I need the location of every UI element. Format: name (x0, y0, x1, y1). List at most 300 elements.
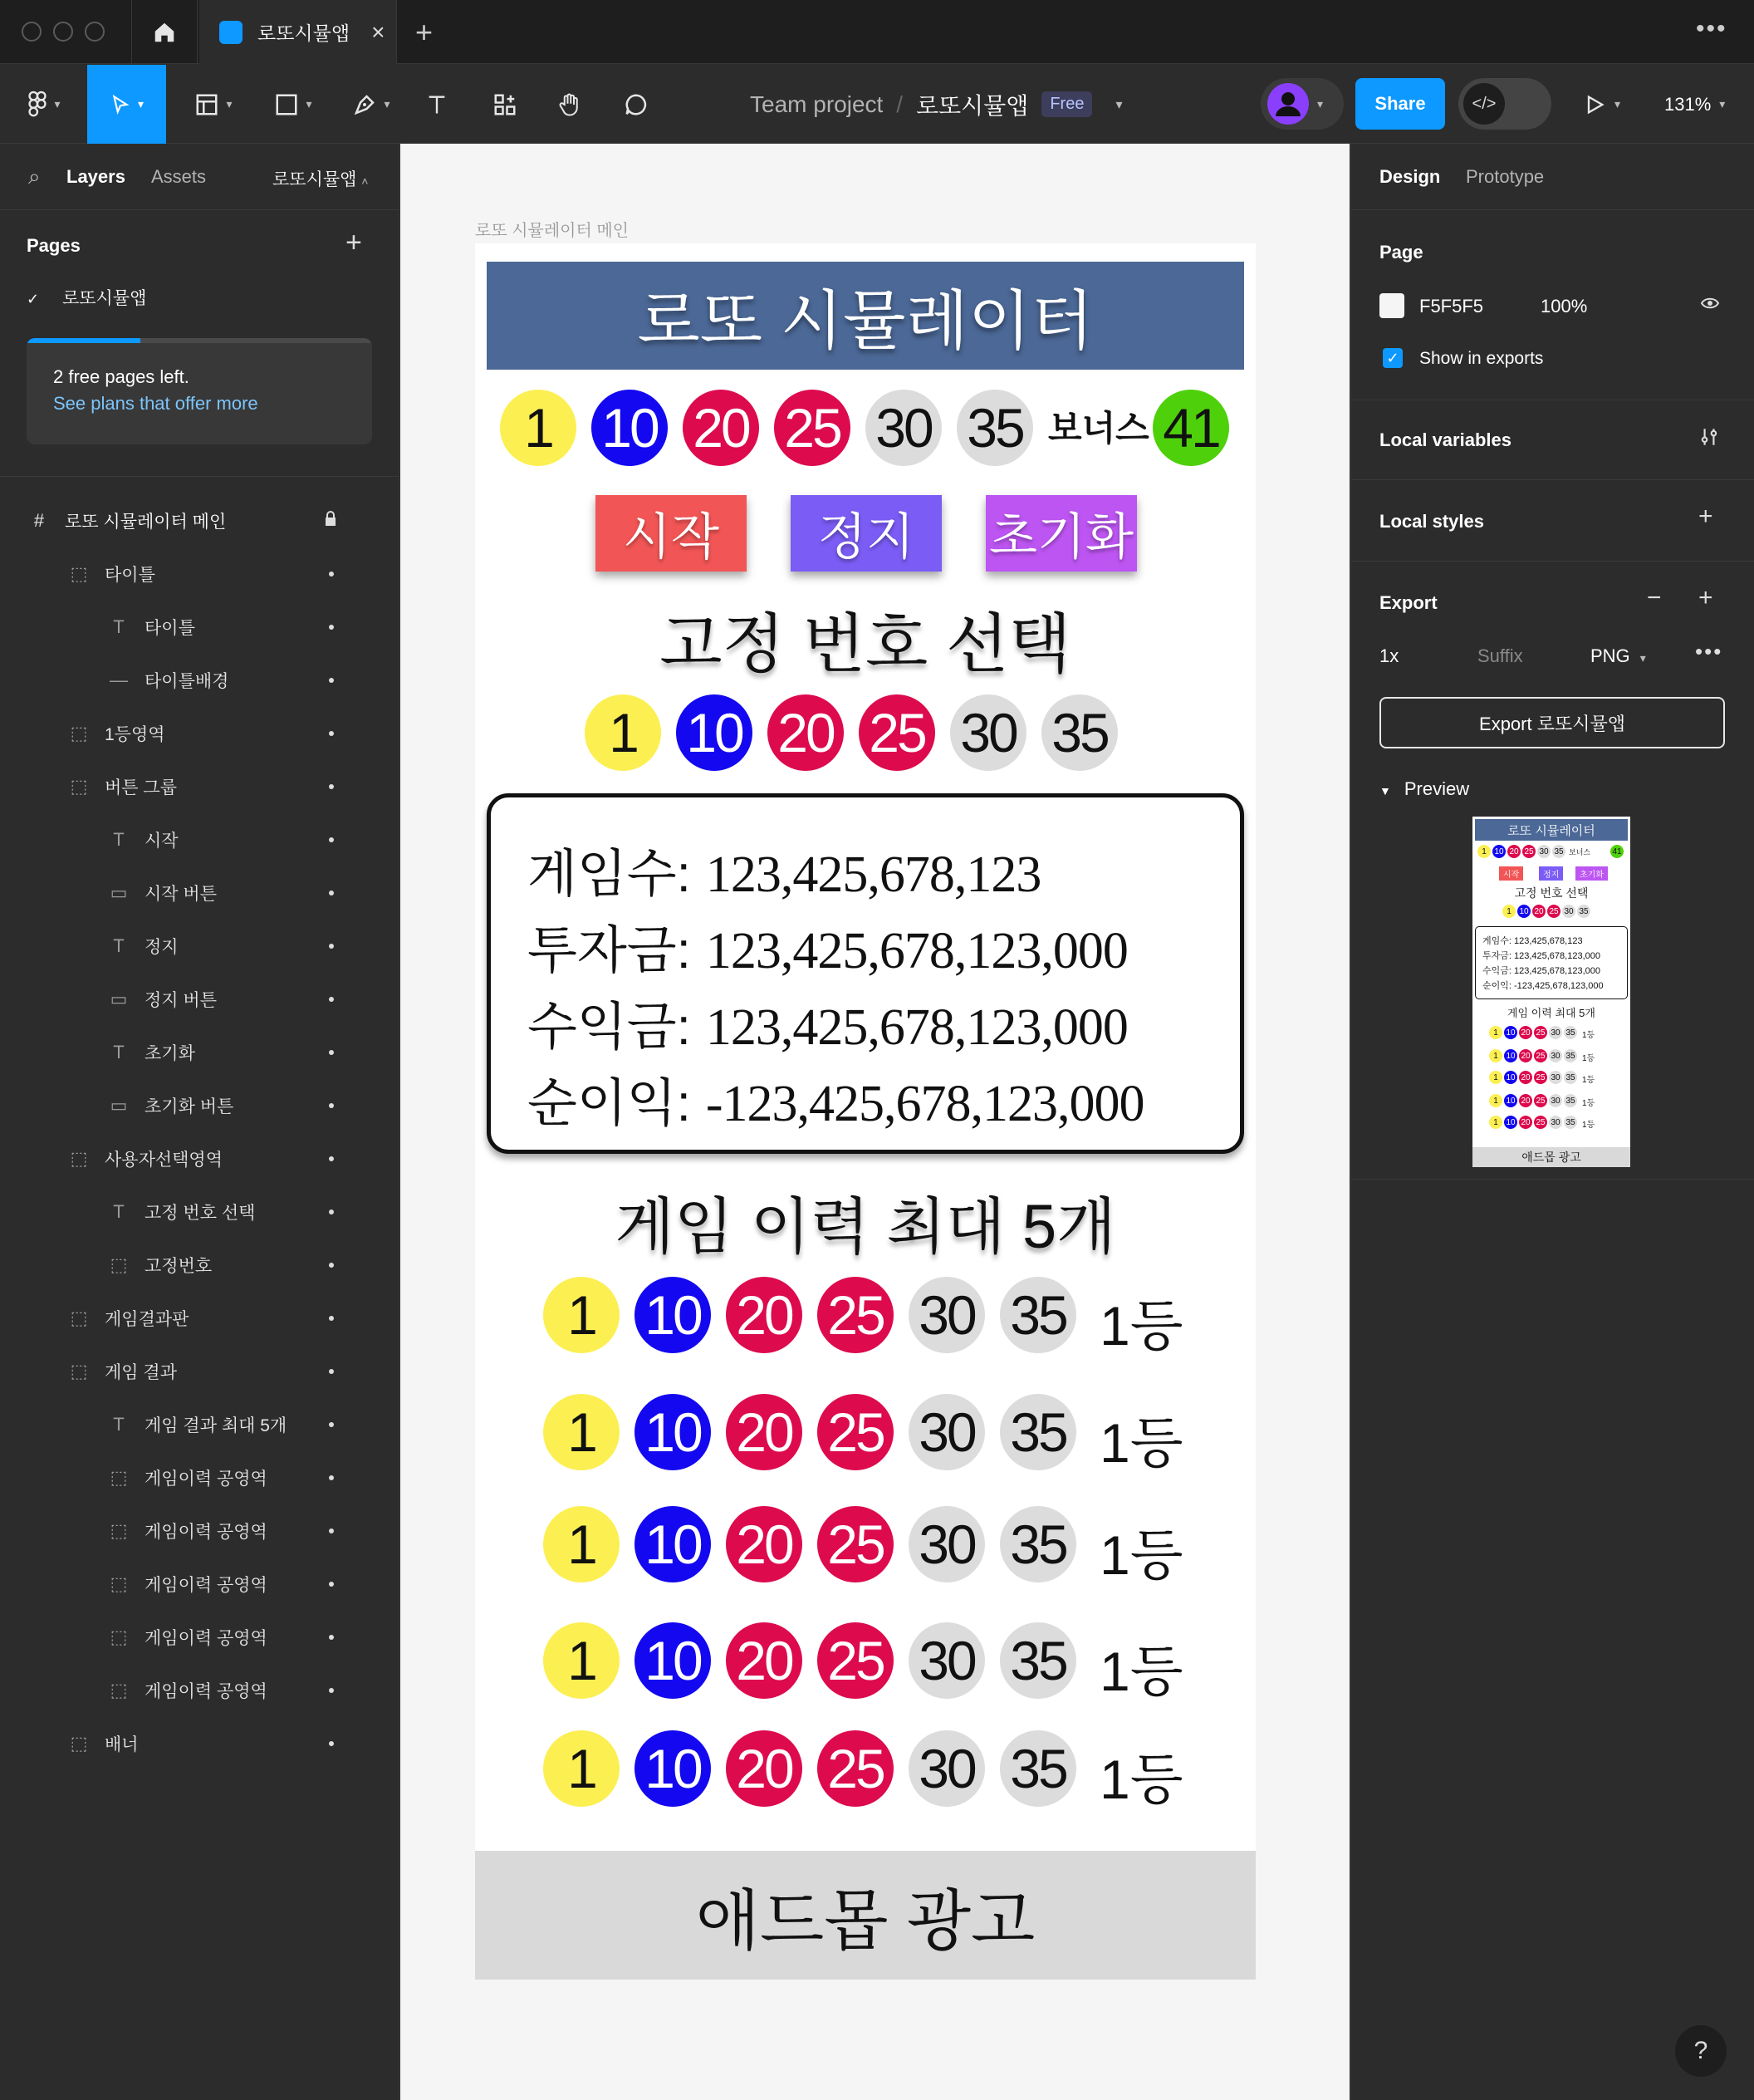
layer-name: 시작 버튼 (145, 885, 217, 904)
layer-name: 사용자선택영역 (105, 1151, 223, 1170)
chevron-down-icon: ▾ (1639, 651, 1646, 665)
lotto-ball: 30 (1537, 845, 1551, 858)
lotto-ball: 10 (1492, 845, 1506, 858)
visibility-dot-icon[interactable] (329, 1316, 334, 1321)
canvas[interactable] (400, 144, 1350, 2100)
rank-label: 1등 (1100, 1412, 1183, 1474)
group-layer-icon: ⬚ (70, 776, 88, 797)
layer-row[interactable] (0, 1292, 399, 1345)
page-color-hex[interactable]: F5F5F5 (1419, 296, 1484, 316)
page-item-current[interactable] (27, 285, 146, 310)
lotto-ball: 25 (1547, 905, 1560, 918)
file-tab-title: 로또시뮬앱 (257, 22, 350, 44)
local-variables-title[interactable]: Local variables (1379, 429, 1511, 450)
minus-icon[interactable]: − (1647, 584, 1662, 611)
layer-row[interactable] (0, 1345, 399, 1398)
page-color-swatch[interactable] (1379, 293, 1404, 318)
layer-row[interactable] (0, 920, 399, 973)
preview-ad: 애드몹 광고 (1472, 1147, 1630, 1167)
lotto-ball: 30 (909, 1277, 985, 1353)
bonus-label: 보너스 (1048, 409, 1149, 448)
plan-badge: Free (1041, 91, 1092, 117)
lotto-ball: 35 (957, 390, 1033, 466)
lotto-ball: 1 (1502, 905, 1516, 918)
export-options-icon[interactable]: ••• (1695, 639, 1723, 664)
layer-row[interactable] (0, 1451, 399, 1504)
layer-row[interactable] (0, 1079, 399, 1132)
layer-row[interactable] (0, 1717, 399, 1770)
layer-row[interactable] (0, 866, 399, 920)
preview-stat: 게임수: 123,425,678,123 (1482, 936, 1583, 946)
preview-rank: 1등 (1582, 1121, 1595, 1130)
divider (1351, 1179, 1754, 1180)
search-icon[interactable]: ⌕ (28, 164, 41, 189)
text-layer-icon: T (113, 935, 125, 956)
lotto-ball: 35 (1564, 1071, 1577, 1084)
stat-value: 123,425,678,123 (705, 846, 1041, 903)
lotto-ball: 20 (1519, 1071, 1532, 1084)
layer-row[interactable] (0, 1185, 399, 1239)
group-layer-icon: ⬚ (70, 723, 88, 743)
visibility-dot-icon[interactable] (329, 1209, 334, 1214)
stop-button[interactable]: 정지 (791, 495, 942, 572)
lotto-ball: 20 (726, 1622, 802, 1699)
results-board (487, 793, 1244, 1154)
group-layer-icon: ⬚ (110, 1573, 128, 1594)
group-layer-icon: ⬚ (110, 1627, 128, 1647)
lotto-ball: 1 (1489, 1026, 1502, 1039)
layer-name: 1등영역 (105, 725, 165, 744)
breadcrumb (750, 65, 1122, 144)
text-layer-icon: T (113, 1201, 125, 1222)
lotto-ball: 20 (726, 1277, 802, 1353)
hand-icon (557, 91, 582, 118)
tab-design[interactable]: Design (1379, 166, 1441, 187)
free-pages-progress-fill (27, 338, 140, 343)
layer-row[interactable] (0, 1611, 399, 1664)
layer-row[interactable] (0, 654, 399, 707)
page-selector-label: 로또시뮬앱 (272, 170, 357, 189)
lotto-ball: 20 (1519, 1094, 1532, 1107)
main-menu-button[interactable] (15, 65, 73, 144)
layer-name: 초기화 버튼 (145, 1097, 234, 1116)
visibility-dot-icon[interactable] (329, 1369, 334, 1374)
left-panel-tabs (0, 144, 399, 210)
visibility-dot-icon[interactable] (329, 1263, 334, 1268)
lotto-ball: 35 (1000, 1730, 1076, 1807)
preview-stat: 수익금: 123,425,678,123,000 (1482, 966, 1600, 976)
visibility-dot-icon[interactable] (329, 1688, 334, 1693)
visibility-dot-icon[interactable] (329, 997, 334, 1002)
lotto-ball: 35 (1564, 1116, 1577, 1129)
text-layer-icon: T (113, 829, 125, 850)
divider (1351, 479, 1754, 480)
rect-layer-icon: ▭ (110, 989, 128, 1009)
preview-fixed-title: 고정 번호 선택 (1514, 886, 1589, 900)
home-icon (152, 20, 177, 45)
lotto-ball: 35 (1552, 845, 1565, 858)
group-layer-icon: ⬚ (110, 1254, 128, 1275)
add-page-button[interactable]: + (345, 227, 362, 258)
group-layer-icon: ⬚ (110, 1467, 128, 1488)
window-titlebar (0, 0, 1754, 64)
lotto-ball: 20 (1507, 845, 1521, 858)
preview-reset: 초기화 (1575, 866, 1608, 881)
start-button[interactable]: 시작 (595, 495, 747, 572)
lotto-ball: 1 (543, 1394, 620, 1470)
layer-row[interactable] (0, 1504, 399, 1558)
preview-stat: 순이익: -123,425,678,123,000 (1482, 981, 1604, 991)
chevron-down-icon: ▾ (1719, 97, 1726, 110)
visibility-dot-icon[interactable] (329, 678, 334, 683)
rank-label: 1등 (1100, 1641, 1183, 1702)
lotto-ball: 20 (726, 1730, 802, 1807)
lotto-ball: 25 (817, 1277, 894, 1353)
lotto-ball: 30 (909, 1730, 985, 1807)
visibility-dot-icon[interactable] (329, 572, 334, 577)
stat-investment (527, 909, 1128, 983)
visibility-dot-icon[interactable] (329, 837, 334, 842)
lotto-ball: 30 (909, 1394, 985, 1470)
divider (1351, 561, 1754, 562)
stat-net-profit (527, 1062, 1144, 1136)
lotto-ball: 25 (817, 1506, 894, 1582)
layer-name: 게임 결과 최대 5개 (145, 1416, 287, 1435)
lotto-ball: 10 (634, 1394, 711, 1470)
visibility-dot-icon[interactable] (329, 1050, 334, 1055)
chevron-down-icon: ▾ (1317, 96, 1324, 110)
chevron-down-icon: ▾ (1614, 97, 1621, 110)
rank-label: 1등 (1100, 1295, 1183, 1357)
lotto-ball: 25 (774, 390, 850, 466)
main-toolbar (0, 65, 1754, 144)
lotto-ball: 35 (1564, 1094, 1577, 1107)
lotto-ball: 1 (1477, 845, 1491, 858)
preview-start: 시작 (1499, 866, 1523, 881)
lotto-ball: 1 (543, 1506, 620, 1582)
breadcrumb-file[interactable]: 로또시뮬앱 (916, 92, 1029, 119)
lotto-ball: 1 (1489, 1049, 1502, 1062)
text-layer-icon: T (113, 616, 125, 637)
lotto-ball: 20 (767, 694, 844, 771)
lotto-ball: 30 (1562, 905, 1575, 918)
lotto-ball: 30 (1549, 1071, 1562, 1084)
minimize-window-button[interactable] (53, 22, 73, 42)
lotto-ball: 1 (585, 694, 661, 771)
shape-tool-button[interactable] (264, 65, 322, 144)
page-selector[interactable] (272, 166, 368, 191)
layer-row[interactable] (0, 494, 399, 547)
more-options-icon[interactable]: ••• (1696, 15, 1727, 42)
dev-mode-toggle[interactable] (1458, 78, 1551, 130)
stat-value: 123,425,678,123,000 (705, 999, 1128, 1056)
breadcrumb-separator: / (896, 91, 904, 117)
lotto-ball: 10 (1517, 905, 1531, 918)
layer-name: 배너 (105, 1735, 139, 1754)
text-tool-button[interactable] (420, 65, 453, 144)
share-button[interactable]: Share (1355, 78, 1445, 130)
fixed-numbers-title: 고정 번호 선택 (659, 607, 1071, 680)
layer-name: 게임이력 공영역 (145, 1523, 267, 1542)
comment-tool-button[interactable] (620, 65, 653, 144)
chevron-down-icon: ▾ (54, 97, 61, 110)
file-tab[interactable] (199, 0, 397, 64)
lotto-ball: 25 (1534, 1116, 1547, 1129)
user-icon (1267, 83, 1309, 125)
preview-rank: 1등 (1582, 1099, 1595, 1108)
lotto-ball: 25 (1534, 1026, 1547, 1039)
lotto-ball: 25 (859, 694, 935, 771)
group-layer-icon: ⬚ (70, 563, 88, 584)
layer-row[interactable] (0, 1558, 399, 1611)
move-tool-button[interactable] (87, 65, 166, 144)
lotto-ball: 1 (1489, 1094, 1502, 1107)
visibility-dot-icon[interactable] (329, 1528, 334, 1533)
lotto-ball: 35 (1000, 1622, 1076, 1699)
group-layer-icon: ⬚ (70, 1361, 88, 1381)
preview-rank: 1등 (1582, 1054, 1595, 1063)
visibility-icon (1698, 293, 1722, 313)
visibility-dot-icon[interactable] (329, 944, 334, 949)
comment-icon (624, 92, 649, 117)
layer-name: 타이틀 (145, 619, 195, 638)
eye-icon[interactable] (1698, 293, 1722, 319)
visibility-dot-icon[interactable] (329, 1741, 334, 1746)
layer-row[interactable] (0, 760, 399, 813)
lotto-ball: 10 (591, 390, 668, 466)
lotto-ball: 35 (1041, 694, 1118, 771)
stat-value: -123,425,678,123,000 (705, 1076, 1144, 1132)
group-layer-icon: ⬚ (70, 1733, 88, 1754)
layer-name: 버튼 그룹 (105, 778, 177, 797)
group-layer-icon: ⬚ (70, 1308, 88, 1328)
rank-label: 1등 (1100, 1749, 1183, 1810)
stat-label: 투자금: (527, 922, 691, 979)
text-layer-icon: T (113, 1414, 125, 1435)
lotto-ball: 25 (1522, 845, 1536, 858)
layer-row[interactable] (0, 1239, 399, 1292)
rank-label: 1등 (1100, 1524, 1183, 1586)
layer-row[interactable] (0, 1664, 399, 1717)
preview-toggle[interactable] (1379, 778, 1469, 800)
lotto-ball: 25 (817, 1622, 894, 1699)
layer-name: 게임이력 공영역 (145, 1629, 267, 1648)
layer-name: 타이틀 (105, 566, 155, 585)
rectangle-icon (274, 92, 299, 117)
frame-layer-icon: # (33, 510, 45, 531)
frame-icon (194, 92, 219, 117)
add-style-icon[interactable]: + (1698, 503, 1713, 530)
lotto-ball: 10 (634, 1277, 711, 1353)
chevron-down-icon: ▾ (226, 97, 233, 110)
page-section-title: Page (1379, 242, 1423, 262)
layer-row[interactable] (0, 1132, 399, 1185)
play-icon (1583, 93, 1606, 116)
lotto-ball: 41 (1153, 390, 1229, 466)
show-in-exports-checkbox[interactable]: ✓ (1383, 348, 1403, 368)
layer-row[interactable] (0, 973, 399, 1026)
layer-name: 정지 (145, 938, 179, 957)
visibility-dot-icon[interactable] (329, 1475, 334, 1480)
lotto-ball: 35 (1564, 1026, 1577, 1039)
history-title: 게임 이력 최대 5개 (615, 1192, 1116, 1261)
layer-row[interactable] (0, 601, 399, 654)
visibility-dot-icon[interactable] (329, 1156, 334, 1161)
layer-name: 로또 시뮬레이터 메인 (65, 513, 227, 532)
export-format-select[interactable] (1590, 645, 1646, 667)
maximize-window-button[interactable] (85, 22, 105, 42)
lotto-ball: 10 (634, 1622, 711, 1699)
lotto-ball: 10 (1504, 1116, 1517, 1129)
layer-row[interactable] (0, 1398, 399, 1451)
cursor-icon (110, 93, 131, 116)
layer-row[interactable] (0, 1026, 399, 1079)
visibility-dot-icon[interactable] (329, 1422, 334, 1427)
hand-tool-button[interactable] (553, 65, 586, 144)
layer-name: 고정번호 (145, 1257, 213, 1276)
lotto-ball: 1 (1489, 1116, 1502, 1129)
preview-rank: 1등 (1582, 1031, 1595, 1040)
layer-name: 게임 결과 (105, 1363, 177, 1382)
components-icon (492, 92, 517, 117)
group-layer-icon: ⬚ (110, 1520, 128, 1541)
lotto-ball: 10 (634, 1730, 711, 1807)
lotto-ball: 20 (1519, 1116, 1532, 1129)
group-layer-icon: ⬚ (110, 1680, 128, 1700)
lotto-ball: 10 (1504, 1026, 1517, 1039)
zoom-dropdown[interactable] (1664, 65, 1725, 144)
visibility-dot-icon[interactable] (329, 891, 334, 895)
lotto-ball: 20 (726, 1394, 802, 1470)
lotto-ball: 20 (1519, 1049, 1532, 1062)
export-format-label: PNG (1590, 645, 1630, 666)
lotto-ball: 1 (543, 1730, 620, 1807)
lotto-ball: 10 (1504, 1049, 1517, 1062)
visibility-dot-icon[interactable] (329, 1103, 334, 1108)
lotto-ball: 10 (676, 694, 752, 771)
export-scale[interactable]: 1x (1379, 645, 1399, 666)
layer-name: 타이틀배경 (145, 672, 229, 691)
see-plans-link[interactable]: See plans that offer more (53, 393, 258, 414)
export-preview (1472, 817, 1630, 1167)
tab-prototype[interactable]: Prototype (1466, 166, 1545, 187)
export-suffix-input[interactable]: Suffix (1477, 645, 1523, 666)
lotto-ball: 20 (683, 390, 759, 466)
visibility-dot-icon[interactable] (329, 731, 334, 736)
lotto-ball: 1 (1489, 1071, 1502, 1084)
variables-icon[interactable] (1698, 424, 1720, 456)
breadcrumb-team[interactable]: Team project (750, 91, 884, 117)
ad-banner[interactable]: 애드몹 광고 (475, 1851, 1256, 1980)
lotto-ball: 20 (1519, 1026, 1532, 1039)
lotto-ball: 41 (1610, 845, 1624, 858)
divider (0, 476, 399, 477)
page-item-label: 로또시뮬앱 (61, 289, 147, 308)
chevron-down-icon[interactable]: ▾ (1115, 97, 1123, 112)
stat-revenue (527, 985, 1128, 1059)
lotto-ball: 1 (543, 1622, 620, 1699)
visibility-dot-icon[interactable] (329, 625, 334, 630)
app-title: 로또 시뮬레이터 (487, 262, 1244, 370)
lotto-ball: 25 (817, 1394, 894, 1470)
preview-results-box (1475, 926, 1628, 999)
preview-title: 로또 시뮬레이터 (1475, 819, 1628, 841)
resources-tool-button[interactable] (488, 65, 522, 144)
lotto-ball: 30 (1549, 1116, 1562, 1129)
visibility-dot-icon[interactable] (329, 784, 334, 789)
layer-name: 정지 버튼 (145, 991, 217, 1010)
close-tab-icon[interactable]: × (371, 18, 385, 45)
lotto-ball: 25 (1534, 1094, 1547, 1107)
layer-name: 게임이력 공영역 (145, 1470, 267, 1489)
stat-label: 수익금: (527, 998, 691, 1056)
lotto-ball: 25 (1534, 1071, 1547, 1084)
checkmark-icon: ✓ (27, 291, 40, 307)
text-layer-icon: T (113, 1042, 125, 1062)
add-export-icon[interactable]: + (1698, 584, 1713, 611)
export-title: Export (1379, 592, 1438, 613)
export-button[interactable]: Export 로또시뮬앱 (1379, 697, 1725, 748)
text-icon (425, 92, 448, 117)
layer-row[interactable] (0, 707, 399, 760)
lotto-ball: 35 (1000, 1394, 1076, 1470)
preview-rank: 1등 (1582, 1076, 1595, 1085)
sliders-icon (1698, 424, 1720, 449)
pen-tool-button[interactable] (342, 65, 400, 144)
line-layer-icon: — (110, 670, 128, 690)
code-icon: </> (1463, 83, 1505, 125)
free-pages-progress (27, 338, 372, 343)
close-window-button[interactable] (22, 22, 42, 42)
figma-file-icon (219, 21, 243, 44)
new-tab-button[interactable]: + (415, 15, 434, 49)
page-color-opacity[interactable]: 100% (1541, 296, 1588, 316)
tab-layers[interactable]: Layers (66, 166, 125, 187)
layer-name: 시작 (145, 832, 179, 851)
home-tab[interactable] (131, 0, 198, 64)
preview-stop: 정지 (1539, 866, 1563, 881)
right-panel-tabs (1351, 144, 1754, 210)
present-button[interactable] (1583, 65, 1620, 144)
frame-tool-button[interactable] (184, 65, 243, 144)
layer-row[interactable] (0, 547, 399, 601)
chevron-down-icon: ▾ (137, 97, 145, 110)
layer-name: 게임결과판 (105, 1310, 189, 1329)
preview-bonus: 보너스 (1569, 848, 1591, 856)
frame-label[interactable]: 로또 시뮬레이터 메인 (475, 222, 629, 240)
lock-icon[interactable] (324, 511, 337, 532)
help-button[interactable]: ? (1675, 2025, 1727, 2077)
lotto-ball: 25 (817, 1730, 894, 1807)
lotto-ball: 25 (1534, 1049, 1547, 1062)
layer-name: 게임이력 공영역 (145, 1682, 267, 1701)
free-pages-notice (27, 338, 372, 444)
lotto-ball: 10 (1504, 1094, 1517, 1107)
pages-title: Pages (27, 235, 81, 256)
chevron-down-icon: ▾ (306, 97, 312, 110)
reset-button[interactable]: 초기화 (986, 495, 1137, 572)
preview-history-title: 게임 이력 최대 5개 (1507, 1007, 1595, 1019)
visibility-dot-icon[interactable] (329, 1582, 334, 1587)
visibility-dot-icon[interactable] (329, 1635, 334, 1640)
layer-row[interactable] (0, 813, 399, 866)
lotto-main-frame[interactable] (475, 243, 1256, 1980)
multiplayer-avatars[interactable] (1261, 78, 1344, 130)
lotto-ball: 35 (1000, 1506, 1076, 1582)
layer-name: 초기화 (145, 1044, 195, 1063)
tab-assets[interactable]: Assets (151, 166, 207, 187)
lotto-ball: 30 (1549, 1094, 1562, 1107)
